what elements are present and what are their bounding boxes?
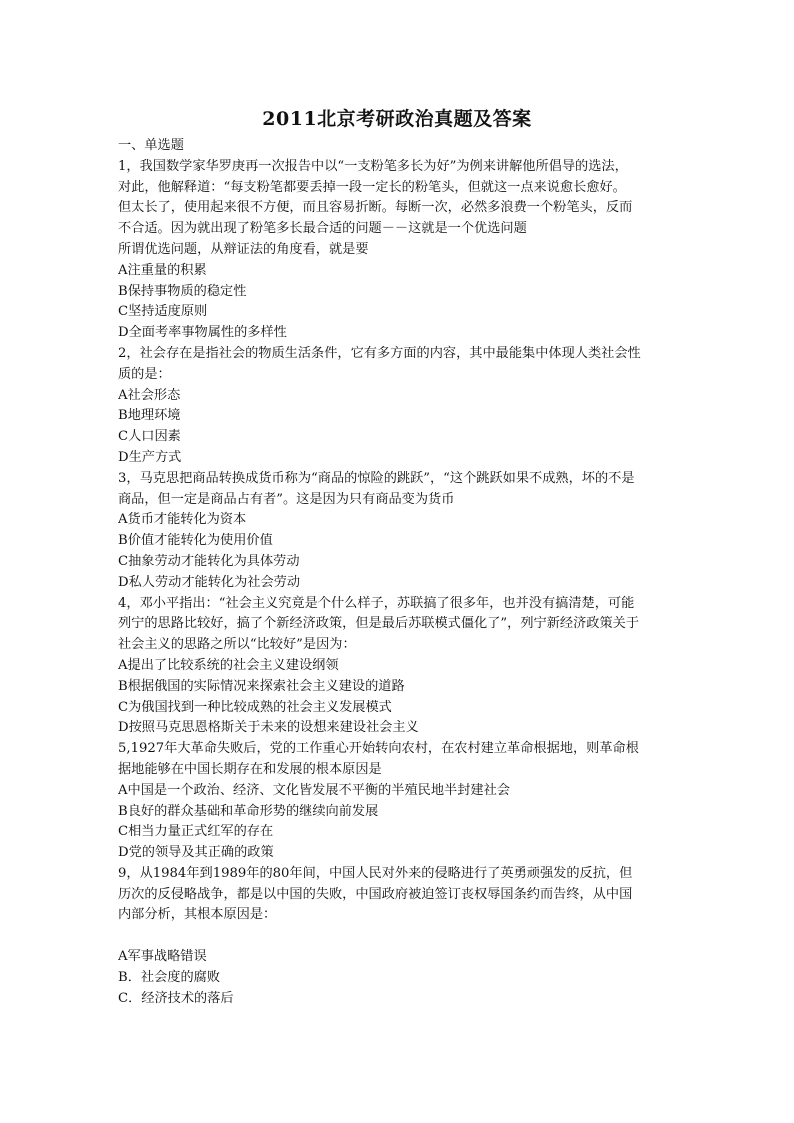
text-line: 3，马克思把商品转换成货币称为“商品的惊险的跳跃”，“这个跳跃如果不成熟，坏的不是 xyxy=(118,470,635,486)
text-line: C坚持适度原则 xyxy=(118,304,208,320)
text-line: D私人劳动才能转化为社会劳动 xyxy=(118,574,301,590)
question-lines xyxy=(118,157,680,1010)
text-line: 4，邓小平指出：“社会主义究竟是个什么样子，苏联搞了很多年，也并没有搞清楚，可能 xyxy=(118,595,635,611)
text-line: 不合适。因为就出现了粉笔多长最合适的问题－－这就是一个优选问题 xyxy=(118,221,527,237)
text-line: D按照马克思恩格斯关于未来的设想来建设社会主义 xyxy=(118,720,419,736)
text-line: A军事战略错误 xyxy=(118,949,207,965)
text-line: B价值才能转化为使用价值 xyxy=(118,533,273,549)
text-line: 对此，他解释道：“每支粉笔都要丢掉一段一定长的粉笔头，但就这一点来说愈长愈好。 xyxy=(118,179,626,195)
text-line: C抽象劳动才能转化为具体劳动 xyxy=(118,553,300,569)
text-line: 1，我国数学家华罗庚再一次报告中以“一支粉笔多长为好”为例来讲解他所倡导的选法， xyxy=(118,158,628,174)
section-heading: 一、单选题 xyxy=(118,138,184,153)
document-body xyxy=(118,136,680,1009)
text-line: C人口因素 xyxy=(118,429,181,445)
text-line: A社会形态 xyxy=(118,387,181,403)
text-line: B．社会度的腐败 xyxy=(118,969,221,985)
text-line: 历次的反侵略战争，都是以中国的失败，中国政府被迫签订丧权辱国条约而告终，从中国 xyxy=(118,886,633,902)
text-line: C为俄国找到一种比较成熟的社会主义发展模式 xyxy=(118,699,392,715)
text-line: 列宁的思路比较好，搞了个新经济政策，但是最后苏联模式僵化了”，列宁新经济政策关于 xyxy=(118,616,640,632)
text-line: B保持事物质的稳定性 xyxy=(118,283,247,299)
blank-line xyxy=(118,926,680,947)
text-line: 但太长了，使用起来很不方便，而且容易折断。每断一次，必然多浪费一个粉笔头，反而 xyxy=(118,200,633,216)
text-line: 社会主义的思路之所以“比较好”是因为： xyxy=(118,637,356,653)
text-line: 质的是： xyxy=(118,366,171,382)
text-line: 5,1927年大革命失败后，党的工作重心开始转向农村，在农村建立革命根据地，则革命根 xyxy=(118,741,639,757)
text-line: C相当力量正式红军的存在 xyxy=(118,824,274,840)
text-line: 所谓优选问题，从辩证法的角度看，就是要 xyxy=(118,241,369,257)
text-line: 据地能够在中国长期存在和发展的根本原因是 xyxy=(118,761,382,777)
text-line: 内部分析，其根本原因是： xyxy=(118,907,277,923)
text-line: A货币才能转化为资本 xyxy=(118,512,247,528)
text-line: D党的领导及其正确的政策 xyxy=(118,845,274,861)
text-line: D全面考率事物属性的多样性 xyxy=(118,325,287,341)
text-line: 9，从1984年到1989年的80年间，中国人民对外来的侵略进行了英勇顽强发的反抗，但 xyxy=(118,865,633,881)
text-line: B根据俄国的实际情况来探索社会主义建设的道路 xyxy=(118,678,405,694)
text-line: D生产方式 xyxy=(118,449,182,465)
page-title: 2011北京考研政治真题及答案 xyxy=(262,108,532,130)
text-line: B地理环境 xyxy=(118,408,181,424)
text-line: B良好的群众基础和革命形势的继续向前发展 xyxy=(118,803,379,819)
text-line: A中国是一个政治、经济、文化皆发展不平衡的半殖民地半封建社会 xyxy=(118,782,510,798)
text-line: 2，社会存在是指社会的物质生活条件，它有多方面的内容，其中最能集中体现人类社会性 xyxy=(118,345,641,361)
text-line: A提出了比较系统的社会主义建设纲领 xyxy=(118,657,339,673)
text-line: A注重量的积累 xyxy=(118,262,207,278)
text-line: 商品，但一定是商品占有者”。这是因为只有商品变为货币 xyxy=(118,491,455,507)
text-line: C．经济技术的落后 xyxy=(118,990,234,1006)
